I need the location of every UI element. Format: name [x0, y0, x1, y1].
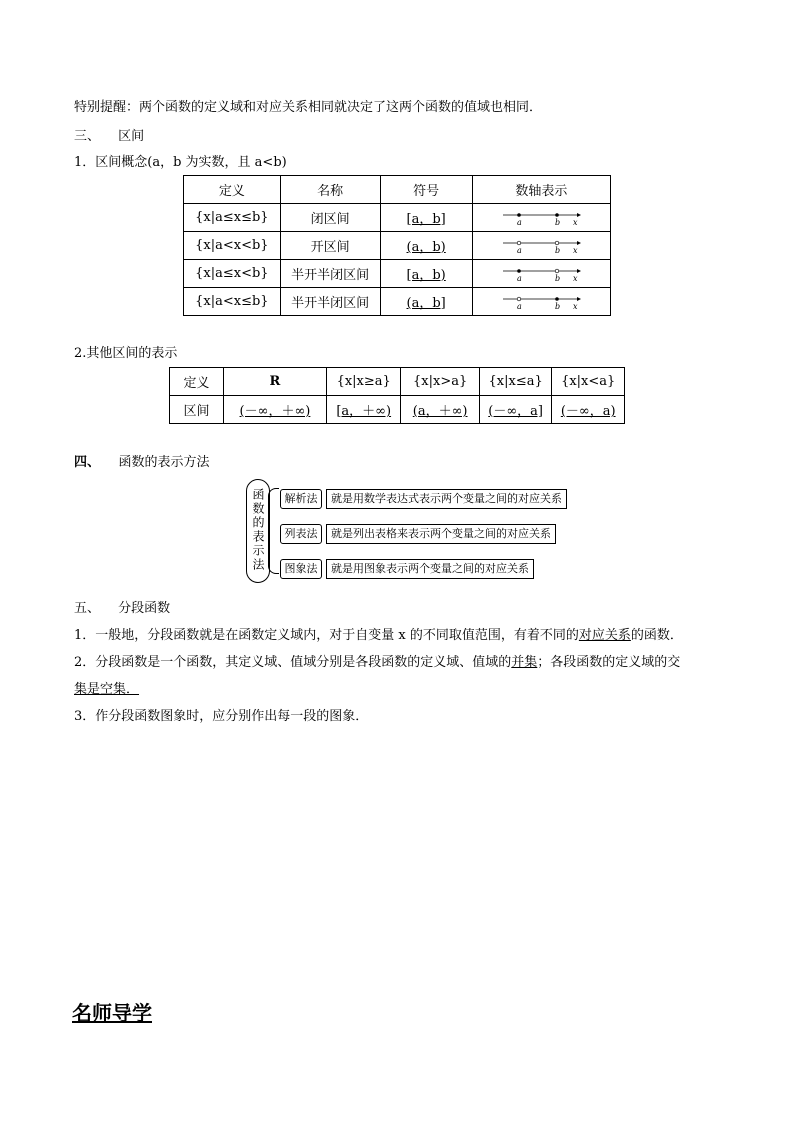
cell: (－∞，＋∞): [223, 396, 326, 424]
header-cell: 符号: [380, 176, 472, 204]
header-cell: 定义: [184, 176, 281, 204]
method-label: 图象法: [280, 559, 322, 579]
cell: {x|x>a}: [401, 368, 479, 396]
cell: 区间: [170, 396, 224, 424]
table-header-row: [184, 176, 611, 204]
section3-title: 区间: [118, 129, 145, 144]
number-line-open: [501, 237, 581, 255]
other-intervals-table: [169, 367, 625, 424]
name-cell: 闭区间: [280, 204, 380, 232]
methods-oval: [246, 479, 270, 583]
section5-title: 分段函数: [118, 601, 171, 616]
cell: {x|x≤a}: [479, 368, 552, 396]
axis-label-b: b: [555, 301, 561, 311]
table-row: [184, 260, 611, 288]
cell: [a，＋∞): [326, 396, 401, 424]
underline-text: 并集: [511, 655, 538, 670]
cell: 定义: [170, 368, 224, 396]
number-line-half-open-left: [501, 293, 581, 311]
name-cell: 开区间: [280, 232, 380, 260]
paragraph-2: 2．分段函数是一个函数，其定义域、值域分别是各段函数的定义域、值域的并集；各段函数的定义域的交: [74, 655, 681, 670]
method-desc: 就是用数学表达式表示两个变量之间的对应关系: [326, 489, 567, 509]
section4-num: 四、: [74, 455, 101, 470]
def-cell: {x|a<x≤b}: [184, 288, 281, 316]
axis-label-x: x: [573, 245, 578, 255]
header-cell: 数轴表示: [472, 176, 610, 204]
def-cell: {x|a<x<b}: [184, 232, 281, 260]
header-cell: 名称: [280, 176, 380, 204]
footer-title: 名师导学: [72, 1001, 152, 1025]
methods-brace: [268, 488, 279, 574]
axis-label-a: a: [517, 273, 523, 283]
symbol-cell: (a，b]: [380, 288, 472, 316]
cell: {x|x<a}: [552, 368, 625, 396]
axis-label-b: b: [555, 217, 561, 227]
underline-text: 对应关系: [578, 628, 631, 643]
interval-concept-text: 1．区间概念(a，b 为实数，且 a<b): [74, 155, 287, 170]
section4-heading: [74, 451, 210, 470]
paragraph-3: 3．作分段函数图象时，应分别作出每一段的图象．: [74, 709, 369, 724]
number-line-half-open-right: [501, 265, 581, 283]
cell: {x|x≥a}: [326, 368, 401, 396]
table-row: [184, 204, 611, 232]
symbol-cell: [a，b]: [380, 204, 472, 232]
section5-heading: [74, 597, 170, 616]
axis-label-a: a: [517, 245, 523, 255]
axis-label-x: x: [573, 301, 578, 311]
table-row: [170, 368, 625, 396]
other-intervals-text: 2.其他区间的表示: [74, 346, 178, 361]
cell: R: [223, 368, 326, 396]
name-cell: 半开半闭区间: [280, 260, 380, 288]
interval-table: [183, 175, 611, 316]
table-row: [170, 396, 625, 424]
section3-heading: [74, 125, 144, 144]
axis-label-b: b: [555, 245, 561, 255]
axis-label-b: b: [555, 273, 561, 283]
symbol-cell: (a，b): [380, 232, 472, 260]
table-row: [184, 232, 611, 260]
def-cell: {x|a≤x<b}: [184, 260, 281, 288]
section3-num: 三、: [74, 129, 101, 144]
axis-label-x: x: [573, 217, 578, 227]
paragraph-2-cont: 集是空集．: [74, 682, 140, 697]
section4-title: 函数的表示方法: [118, 455, 210, 470]
cell: (a，＋∞): [401, 396, 479, 424]
number-line-cell: [472, 260, 610, 288]
axis-label-x: x: [573, 273, 578, 283]
paragraph-1: 1．一般地，分段函数就是在函数定义域内，对于自变量 x 的不同取值范围，有着不同的对应关系的函数．: [74, 628, 683, 643]
table-row: [184, 288, 611, 316]
section5-num: 五、: [74, 601, 101, 616]
method-label: 解析法: [280, 489, 322, 509]
number-line-cell: [472, 232, 610, 260]
cell: (－∞，a): [552, 396, 625, 424]
number-line-closed: [501, 209, 581, 227]
method-label: 列表法: [280, 524, 322, 544]
axis-label-a: a: [517, 217, 523, 227]
name-cell: 半开半闭区间: [280, 288, 380, 316]
cell: (－∞，a]: [479, 396, 552, 424]
axis-label-a: a: [517, 301, 523, 311]
number-line-cell: [472, 288, 610, 316]
method-desc: 就是列出表格来表示两个变量之间的对应关系: [326, 524, 556, 544]
def-cell: {x|a≤x≤b}: [184, 204, 281, 232]
method-desc: 就是用图象表示两个变量之间的对应关系: [326, 559, 534, 579]
reminder-text: 特别提醒：两个函数的定义域和对应关系相同就决定了这两个函数的值域也相同．: [74, 100, 543, 115]
symbol-cell: [a，b): [380, 260, 472, 288]
number-line-cell: [472, 204, 610, 232]
methods-oval-text: 函数的表示法: [251, 488, 265, 572]
